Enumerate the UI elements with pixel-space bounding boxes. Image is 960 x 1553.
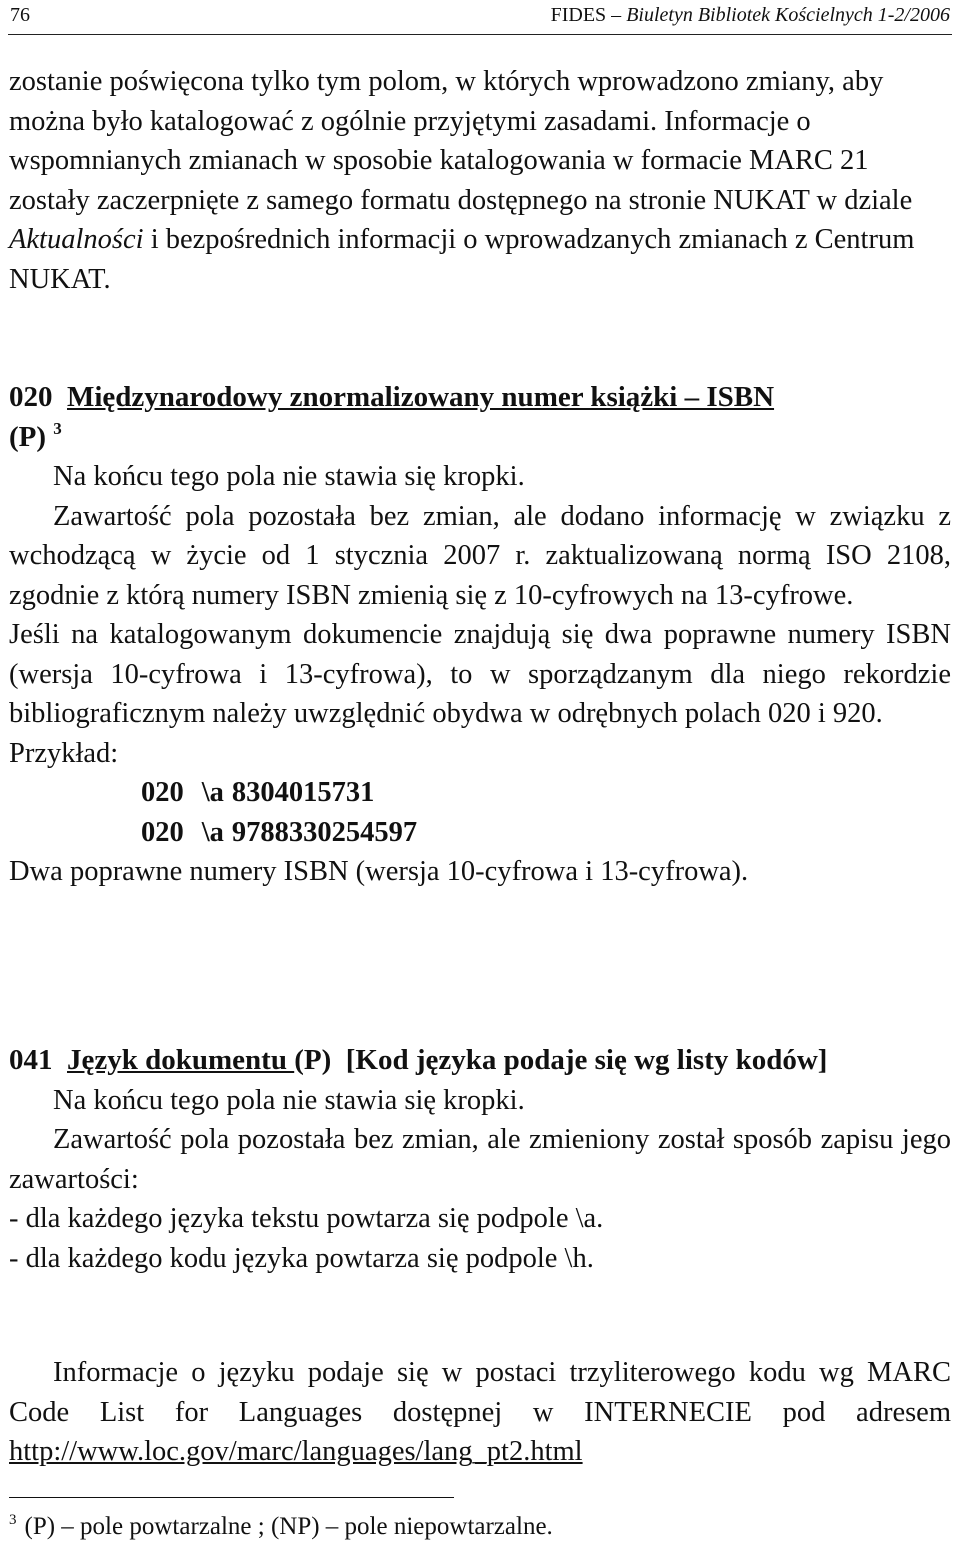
section-041-heading	[9, 1041, 951, 1081]
example-2-field: 020	[141, 816, 184, 848]
section-041-line1: Na końcu tego pola nie stawia się kropki.	[53, 1084, 525, 1116]
section-041-info	[9, 1353, 951, 1472]
footnote-number: 3	[9, 1512, 17, 1528]
example-line-1	[141, 773, 951, 813]
footnote-ref: 3	[53, 418, 62, 438]
section-020-title: Międzynarodowy znormalizowany numer książki – ISBN	[67, 381, 775, 413]
section-041	[9, 1041, 951, 1278]
example-label: Przykład:	[9, 737, 119, 769]
example-2-value: 9788330254597	[231, 816, 418, 848]
example-2-subfield: \a	[201, 816, 224, 848]
section-020-number: 020	[9, 381, 53, 413]
page-number: 76	[10, 4, 30, 26]
example-1-value: 8304015731	[231, 777, 375, 808]
intro-text-before: zostanie poświęcona tylko tym polom, w których wprowadzono zmiany, aby można było katalogować z ogólnie przyjętymi zasadami. Informacje o wspomnianych zmianach w sposobie katalogowania w formacie MARC 21 zostały zaczerpnięte z samego formatu dostępnego na stronie NUKAT w dziale	[9, 66, 913, 216]
section-020-tag: (P)	[9, 420, 47, 453]
section-041-number: 041	[9, 1044, 53, 1076]
section-041-bullet2: - dla każdego kodu języka powtarza się podpole \h.	[9, 1242, 594, 1274]
journal-title-plain: FIDES –	[550, 4, 627, 26]
footnote	[9, 1510, 553, 1544]
section-041-para2: Zawartość pola pozostała bez zmian, ale zmieniony został sposób zapisu jego zawartości:	[9, 1124, 951, 1195]
section-020-para3: Jeśli na katalogowanym dokumencie znajdują się dwa poprawne numery ISBN (wersja 10-cyfrowa i 13-cyfrowa), to w sporządzanym dla niego rekordzie bibliograficznym należy uwzględnić obydwa w odrębnych polach 020 i 920.	[9, 619, 951, 729]
section-020-para2: Zawartość pola pozostała bez zmian, ale dodano informację w związku z wchodzącą w życie od 1 stycznia 2007 r. zaktualizowaną normą ISO 2108, zgodnie z którą numery ISBN zmienią się z 10-cyfrowych na 13-cyfrowe.	[9, 500, 951, 611]
intro-text-after: i bezpośrednich informacji o wprowadzanych zmianach z Centrum NUKAT.	[9, 224, 915, 295]
section-020-line1: Na końcu tego pola nie stawia się kropki.	[53, 461, 525, 492]
example-line-2	[141, 813, 951, 853]
intro-italic: Aktualności	[9, 224, 144, 255]
example-1-field: 020	[141, 777, 184, 808]
example-note: Dwa poprawne numery ISBN (wersja 10-cyfrowa i 13-cyfrowa).	[9, 856, 749, 887]
example-1-subfield: \a	[201, 777, 224, 808]
section-041-para3-text: Informacje o języku podaje się w postaci trzyliterowego kodu wg MARC Code List for Languages dostępnej w INTERNECIE pod adresem	[9, 1357, 951, 1428]
journal-title	[551, 0, 950, 30]
footnote-rule	[9, 1497, 454, 1498]
section-041-para3	[9, 1353, 951, 1472]
marc-language-list-link[interactable]: http://www.loc.gov/marc/languages/lang_pt2.html	[9, 1436, 583, 1467]
section-041-bracket: [Kod języka podaje się wg listy kodów]	[345, 1044, 828, 1076]
section-041-bullet1: - dla każdego języka tekstu powtarza się podpole \a.	[9, 1203, 604, 1234]
journal-title-italic: Biuletyn Bibliotek Kościelnych 1-2/2006	[626, 4, 950, 26]
footnote-text: (P) – pole powtarzalne ; (NP) – pole niepowtarzalne.	[24, 1513, 553, 1540]
intro-paragraph	[9, 62, 951, 299]
section-041-title: Język dokumentu	[67, 1044, 295, 1076]
section-041-tag: (P)	[294, 1044, 332, 1076]
running-header	[8, 0, 952, 35]
section-020-heading	[9, 378, 951, 457]
section-020	[9, 378, 951, 892]
intro-block	[9, 62, 951, 299]
